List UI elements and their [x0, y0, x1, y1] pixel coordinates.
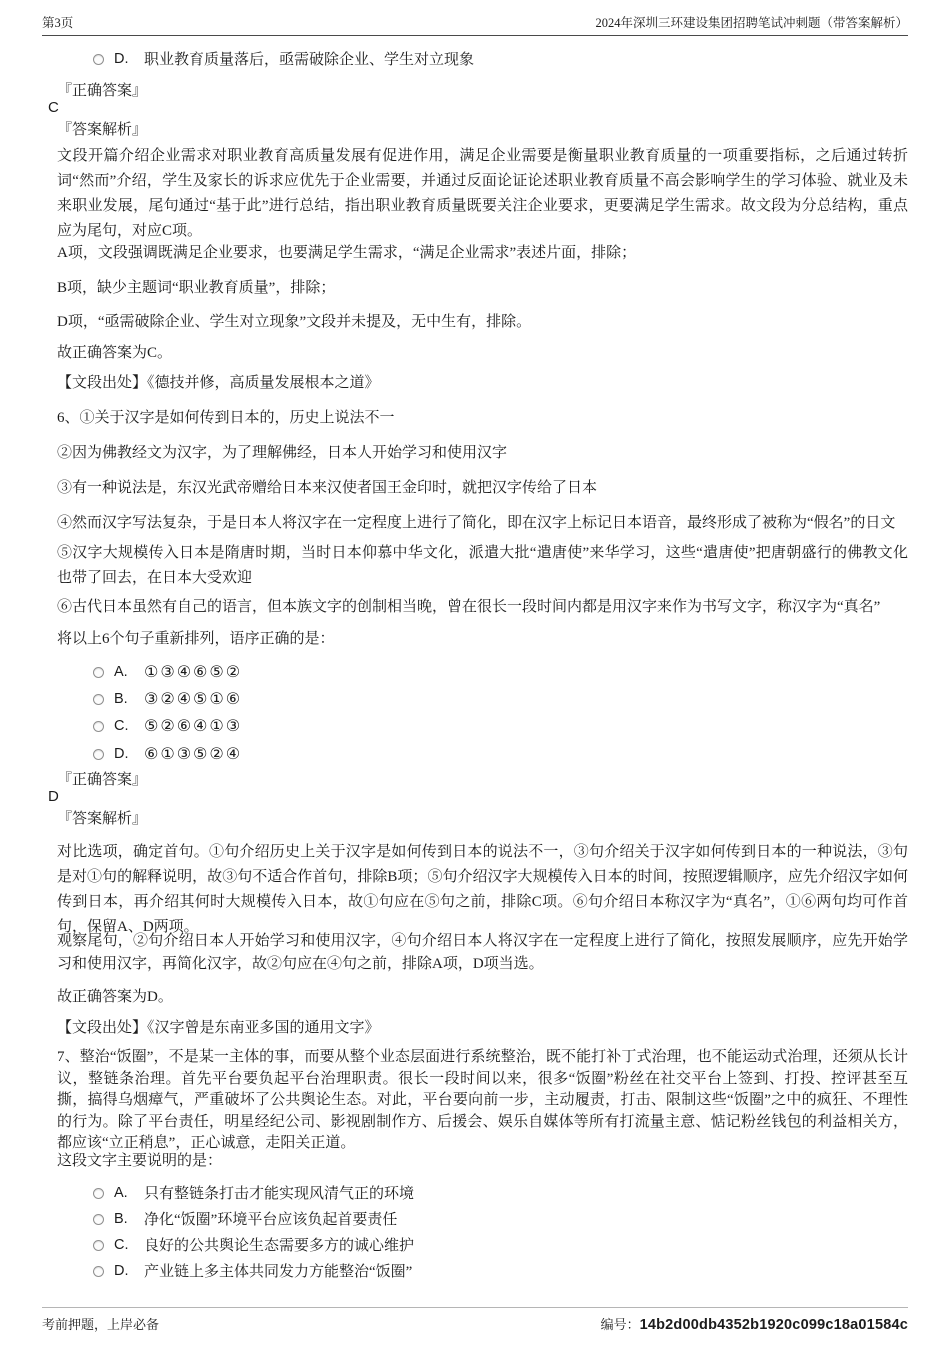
option-letter: B.	[114, 1210, 128, 1227]
analysis-option-d: D项，“亟需破除企业、学生对立现象”文段并未提及，无中生有，排除。	[57, 314, 532, 330]
option-letter: C.	[114, 717, 129, 734]
q6-sentence-2: ②因为佛教经文为汉字，为了理解佛经，日本人开始学习和使用汉字	[57, 445, 508, 461]
serial-label: 编号：	[600, 1317, 640, 1332]
serial-code: 14b2d00db4352b1920c099c18a01584c	[639, 1317, 908, 1333]
q6-option-b[interactable]	[93, 689, 242, 708]
option-text: ①③④⑥⑤②	[144, 662, 243, 681]
radio-button-icon[interactable]	[93, 1188, 104, 1199]
q6-prompt: 将以上6个句子重新排列，语序正确的是：	[57, 631, 335, 647]
q6-sentence-5: ⑤汉字大规模传入日本是隋唐时期，当时日本仰慕中华文化，派遣大批“遣唐使”来华学习，这些“遣唐使”把唐朝盛行的佛教文化也带了回去，在日本大受欢迎	[57, 545, 908, 586]
radio-button-icon[interactable]	[93, 749, 104, 760]
correct-answer-value: C	[48, 99, 59, 116]
q7-option-b[interactable]	[93, 1208, 397, 1229]
radio-button-icon[interactable]	[93, 1214, 104, 1225]
analysis-paragraph: 对比选项，确定首句。①句介绍历史上关于汉字是如何传到日本的说法不一，③句介绍关于汉字如何传到日本的一种说法，③句是对①句的解释说明，故③句不适合作首句，排除B项；⑤句介绍汉字大规模传入日本的时间，按照逻辑顺序，应先介绍汉字如何传到日本，再介绍其何时大规模传入日本，故①句应在⑤句之前，排除C项。⑥句介绍日本称汉字为“真名”，①⑥两句均可作首句，保留A、D两项。	[57, 844, 908, 935]
footer-slogan: 考前押题，上岸必备	[42, 1317, 160, 1332]
option-text: 只有整链条打击才能实现风清气正的环境	[144, 1186, 415, 1202]
option-text: ⑤②⑥④①③	[144, 716, 243, 735]
q7-stem: 7、整治“饭圈”，不是某一主体的事，而要从整个业态层面进行系统整治，既不能打补丁式治理，也不能运动式治理，还须从长计议，整链条治理。首先平台要负起平台治理职责。很长一段时间以来，很多“饭圈”粉丝在社交平台上签到、打投、控评甚至互撕，搞得乌烟瘴气，严重破坏了公共舆论生态。对此，平台要向前一步，主动履责，打击、限制这些“饭圈”之中的疯狂、不理性的行为。除了平台责任，明星经纪公司、影视剧制作方、后援会、娱乐自媒体等所有打流量主意、惦记粉丝钱包的利益相关方，都应该“立正稍息”，正心诚意，走阳关正道。	[57, 1049, 908, 1151]
q7-prompt: 这段文字主要说明的是：	[57, 1153, 223, 1169]
q7-option-d[interactable]	[93, 1260, 412, 1281]
q7-option-a[interactable]	[93, 1182, 414, 1203]
correct-answer-label: 『正确答案』	[57, 772, 148, 788]
analysis-paragraph: 观察尾句，②句介绍日本人开始学习和使用汉字，④句介绍日本人将汉字在一定程度上进行了简化，按照发展顺序，应先开始学习和使用汉字，再简化汉字，故②句应在④句之前，排除A项，D项当选。	[57, 933, 908, 972]
page-footer	[42, 1307, 908, 1333]
page-header	[42, 13, 908, 36]
correct-answer-value: D	[48, 788, 59, 805]
option-letter: D.	[114, 1262, 129, 1279]
option-letter: C.	[114, 1236, 129, 1253]
q6-sentence-3: ③有一种说法是，东汉光武帝赠给日本来汉使者国王金印时，就把汉字传给了日本	[57, 480, 598, 496]
q6-sentence-4: ④然而汉字写法复杂，于是日本人将汉字在一定程度上进行了简化，即在汉字上标记日本语音，最终形成了被称为“假名”的日文	[57, 515, 896, 531]
option-text: ⑥①③⑤②④	[144, 744, 243, 763]
option-text: 产业链上多主体共同发力方能整治“饭圈”	[144, 1264, 413, 1280]
radio-button-icon[interactable]	[93, 54, 104, 65]
option-letter: D.	[114, 50, 129, 67]
radio-button-icon[interactable]	[93, 1240, 104, 1251]
q6-option-a[interactable]	[93, 662, 242, 681]
analysis-paragraph: 文段开篇介绍企业需求对职业教育高质量发展有促进作用，满足企业需要是衡量职业教育质量的一项重要指标，之后通过转折词“然而”介绍，学生及家长的诉求应优先于企业需要，并通过反面论证论述职业教育质量不高会影响学生的学习体验、就业及未来职业发展，尾句通过“基于此”进行总结，指出职业教育质量既要关注企业要求，更要满足学生需求。故文段为分总结构，重点应为尾句，对应C项。	[57, 148, 908, 239]
analysis-label: 『答案解析』	[57, 122, 148, 138]
page-number: 第3页	[42, 16, 74, 30]
analysis-label: 『答案解析』	[57, 811, 148, 827]
option-letter: B.	[114, 690, 128, 707]
footer-serial	[601, 1314, 908, 1333]
q6-sentence-6: ⑥古代日本虽然有自己的语言，但本族文字的创制相当晚，曾在很长一段时间内都是用汉字来作为书写文字，称汉字为“真名”	[57, 599, 881, 615]
q6-option-c[interactable]	[93, 716, 242, 735]
radio-button-icon[interactable]	[93, 694, 104, 705]
q6-sentence-1: 6、①关于汉字是如何传到日本的，历史上说法不一	[57, 410, 395, 426]
option-text: ③②④⑤①⑥	[144, 689, 243, 708]
radio-button-icon[interactable]	[93, 1266, 104, 1277]
option-text: 净化“饭圈”环境平台应该负起首要责任	[144, 1212, 398, 1228]
q5-option-d[interactable]	[93, 48, 474, 69]
q6-option-d[interactable]	[93, 744, 242, 763]
option-letter: D.	[114, 745, 129, 762]
source-reference: 【文段出处】《汉字曾是东南亚多国的通用文字》	[57, 1020, 380, 1036]
option-text: 良好的公共舆论生态需要多方的诚心维护	[144, 1238, 415, 1254]
option-text: 职业教育质量落后，亟需破除企业、学生对立现象	[144, 52, 475, 68]
analysis-option-a: A项，文段强调既满足企业要求，也要满足学生需求，“满足企业需求”表述片面，排除；	[57, 245, 637, 261]
conclusion-text: 故正确答案为D。	[57, 989, 173, 1005]
correct-answer-label: 『正确答案』	[57, 83, 148, 99]
conclusion-text: 故正确答案为C。	[57, 345, 173, 361]
option-letter: A.	[114, 1184, 128, 1201]
radio-button-icon[interactable]	[93, 667, 104, 678]
radio-button-icon[interactable]	[93, 721, 104, 732]
q7-option-c[interactable]	[93, 1234, 414, 1255]
option-letter: A.	[114, 663, 128, 680]
document-title: 2024年深圳三环建设集团招聘笔试冲刺题（带答案解析）	[595, 16, 908, 30]
source-reference: 【文段出处】《德技并修，高质量发展根本之道》	[57, 375, 380, 391]
analysis-option-b: B项，缺少主题词“职业教育质量”，排除；	[57, 280, 336, 296]
